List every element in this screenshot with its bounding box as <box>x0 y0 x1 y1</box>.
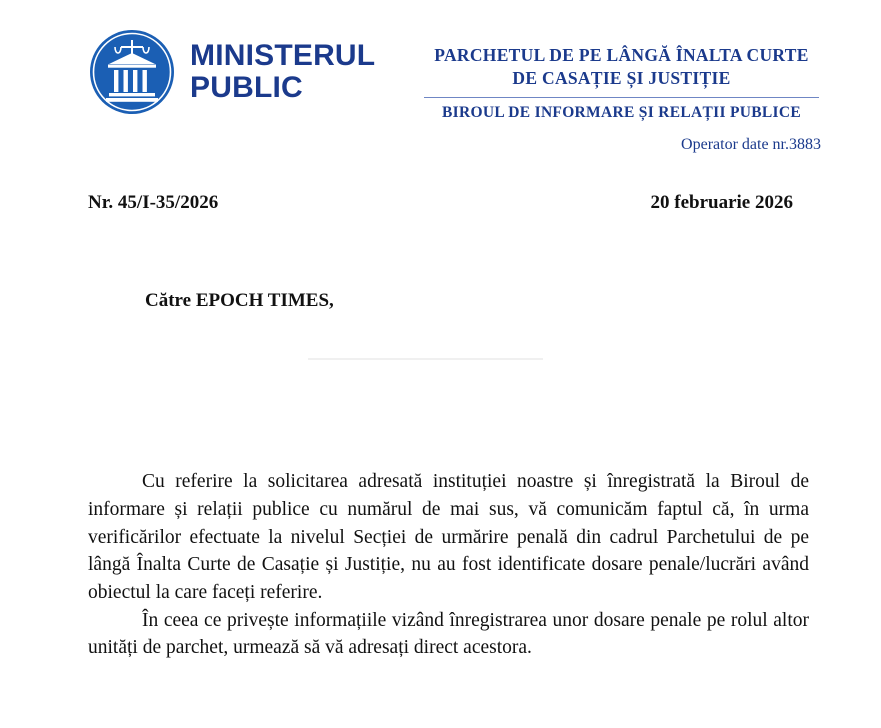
letterhead <box>0 0 881 154</box>
institution-name-line2: PUBLIC <box>190 71 303 104</box>
body-paragraph-1: Cu referire la solicitarea adresată instituției noastre și înregistrată la Biroul de informare și relații publice cu numărul de mai sus, vă comunicăm faptul că, în urma verificărilor efectuate la nivelul Secției de urmărire penală din cadrul Parchetului de pe lângă Înalta Curte de Casație și Justiție, nu au fost identificate dosare penale/lucrări având obiectul la care faceți referire. <box>88 471 809 603</box>
operator-number: Operator date nr.3883 <box>681 136 821 154</box>
bureau-title: BIROUL DE INFORMARE ȘI RELAȚII PUBLICE <box>442 104 801 122</box>
masthead <box>418 22 825 154</box>
ministerul-public-emblem <box>88 28 176 116</box>
masthead-divider <box>424 97 819 98</box>
addressee-line: Către EPOCH TIMES, <box>145 290 334 312</box>
office-title: PARCHETUL DE PE LÂNGĂ ÎNALTA CURTE DE CASAȚIE ȘI JUSTIȚIE <box>434 45 809 89</box>
faint-artifact-line <box>0 358 881 368</box>
document-number: Nr. 45/I-35/2026 <box>88 192 219 214</box>
body-paragraph-2: În ceea ce privește informațiile vizând înregistrarea unor dosare penale pe rolul altor unități de parchet, urmează să vă adresați direct acestora. <box>88 609 809 659</box>
institution-name <box>190 40 375 104</box>
institution-name-line1: MINISTERUL <box>190 39 376 73</box>
reference-line <box>0 154 881 214</box>
letter-body <box>0 368 881 662</box>
institution-brand <box>88 22 418 116</box>
document-date: 20 februarie 2026 <box>650 192 793 214</box>
